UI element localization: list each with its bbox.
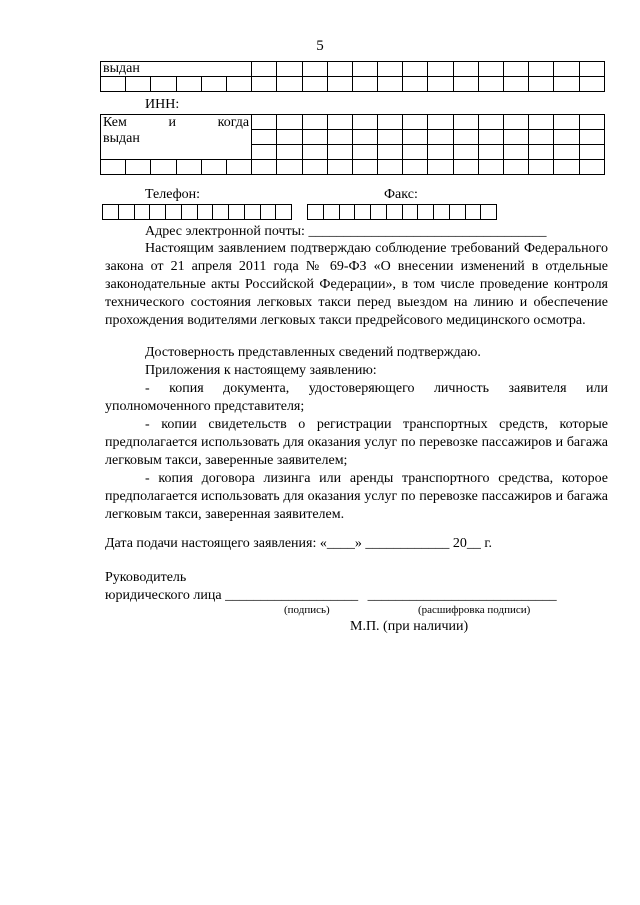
signatory-line [105, 587, 557, 605]
grid-cell[interactable] [579, 115, 604, 130]
grid-cell[interactable] [478, 160, 503, 175]
issued-by-grid [100, 114, 605, 175]
grid-cell[interactable] [277, 145, 302, 160]
grid-cell[interactable] [226, 77, 251, 92]
grid-cell[interactable] [126, 77, 151, 92]
grid-cell[interactable] [176, 160, 201, 175]
grid-cell[interactable] [481, 205, 497, 220]
grid-cell[interactable] [226, 160, 251, 175]
grid-cell[interactable] [529, 145, 554, 160]
grid-cell[interactable] [352, 115, 377, 130]
grid-cell[interactable] [403, 130, 428, 145]
grid-cell[interactable] [352, 62, 377, 77]
grid-cell[interactable] [402, 205, 418, 220]
grid-cell[interactable] [126, 160, 151, 175]
grid-cell[interactable] [403, 145, 428, 160]
grid-cell[interactable] [554, 115, 579, 130]
grid-row [101, 160, 605, 175]
grid-cell[interactable] [181, 205, 197, 220]
grid-cell[interactable] [252, 77, 277, 92]
grid-row [101, 77, 605, 92]
grid-cell[interactable] [504, 77, 529, 92]
grid-cell[interactable] [378, 62, 403, 77]
attachments-title: Приложения к настоящему заявлению: [145, 363, 377, 378]
grid-row [103, 205, 292, 220]
grid-cell[interactable] [260, 205, 276, 220]
grid-cell[interactable] [403, 62, 428, 77]
grid-cell[interactable] [529, 160, 554, 175]
grid-cell[interactable] [355, 205, 371, 220]
grid-cell[interactable] [386, 205, 402, 220]
grid-cell[interactable] [213, 205, 229, 220]
grid-cell[interactable] [418, 205, 434, 220]
grid-cell[interactable] [244, 205, 260, 220]
grid-cell[interactable] [101, 160, 126, 175]
issued-by-label-line1: Кем и когда [103, 115, 250, 130]
grid-cell[interactable] [453, 145, 478, 160]
grid-cell[interactable] [478, 62, 503, 77]
grid-cell[interactable] [579, 62, 604, 77]
grid-cell[interactable] [277, 160, 302, 175]
grid-cell[interactable] [449, 205, 465, 220]
grid-cell[interactable] [166, 205, 182, 220]
signature-caption: (подпись) [284, 604, 330, 616]
grid-cell[interactable] [504, 130, 529, 145]
phone-grid[interactable] [102, 204, 292, 220]
grid-cell[interactable] [579, 77, 604, 92]
email-label: Адрес электронной почты: [145, 224, 305, 239]
grid-cell[interactable] [308, 205, 324, 220]
date-line [105, 535, 492, 553]
grid-cell[interactable] [428, 145, 453, 160]
grid-cell[interactable] [352, 130, 377, 145]
grid-cell[interactable] [323, 205, 339, 220]
grid-cell[interactable] [453, 130, 478, 145]
grid-cell[interactable] [327, 130, 352, 145]
grid-cell[interactable] [378, 145, 403, 160]
grid-row [101, 62, 605, 77]
grid-cell[interactable] [252, 160, 277, 175]
grid-cell[interactable] [339, 205, 355, 220]
grid-cell[interactable] [371, 205, 387, 220]
grid-cell[interactable] [327, 160, 352, 175]
issued-label: выдан [101, 62, 252, 77]
grid-cell[interactable] [465, 205, 481, 220]
grid-row [308, 205, 497, 220]
grid-cell[interactable] [529, 77, 554, 92]
inn-label: ИНН: [145, 97, 180, 112]
grid-cell[interactable] [434, 205, 450, 220]
grid-cell[interactable] [478, 115, 503, 130]
grid-cell[interactable] [579, 160, 604, 175]
attachment-item-1: - копия документа, удостоверяющего личность заявителя или уполномоченного представителя; [105, 381, 608, 414]
grid-cell[interactable] [428, 77, 453, 92]
grid-cell[interactable] [478, 77, 503, 92]
grid-cell[interactable] [201, 160, 226, 175]
issued-grid [100, 61, 605, 92]
grid-cell[interactable] [352, 145, 377, 160]
grid-cell[interactable] [252, 145, 277, 160]
grid-cell[interactable] [453, 115, 478, 130]
grid-cell[interactable] [302, 130, 327, 145]
grid-cell[interactable] [403, 160, 428, 175]
grid-cell[interactable] [277, 62, 302, 77]
grid-cell[interactable] [252, 115, 277, 130]
grid-cell[interactable] [252, 130, 277, 145]
grid-cell[interactable] [378, 77, 403, 92]
grid-cell[interactable] [229, 205, 245, 220]
grid-cell[interactable] [554, 145, 579, 160]
grid-cell[interactable] [378, 160, 403, 175]
grid-cell[interactable] [403, 77, 428, 92]
grid-cell[interactable] [277, 115, 302, 130]
grid-cell[interactable] [378, 115, 403, 130]
grid-cell[interactable] [252, 62, 277, 77]
grid-cell[interactable] [150, 205, 166, 220]
grid-cell[interactable] [453, 62, 478, 77]
grid-cell[interactable] [554, 62, 579, 77]
grid-cell[interactable] [529, 62, 554, 77]
signatory-title-1: Руководитель [105, 570, 187, 585]
phone-label: Телефон: [145, 187, 201, 202]
grid-cell[interactable] [579, 145, 604, 160]
grid-cell[interactable] [327, 145, 352, 160]
date-label: Дата подачи настоящего заявления: [105, 536, 317, 551]
grid-cell[interactable] [352, 160, 377, 175]
grid-cell[interactable] [478, 145, 503, 160]
date-field[interactable]: «____» ____________ 20__ г. [319, 536, 493, 551]
grid-cell[interactable] [151, 160, 176, 175]
signature-decode-caption: (расшифровка подписи) [418, 604, 531, 616]
grid-cell[interactable] [453, 77, 478, 92]
grid-cell[interactable] [197, 205, 213, 220]
issued-by-label-line2: выдан [103, 131, 140, 146]
grid-cell[interactable] [302, 77, 327, 92]
requirements-paragraph: Настоящим заявлением подтверждаю соблюдение требований Федерального закона от 21 апреля 2011 года № 69-ФЗ «О внесении изменений в отдельные законодательные акты Российской Федерации», в том числе проведение контроля технического состояния легковых такси перед выездом на линию и обеспечение прохождения водителями легковых такси предрейсового медицинского осмотра. [105, 241, 608, 328]
grid-cell[interactable] [529, 130, 554, 145]
grid-cell[interactable] [302, 115, 327, 130]
page-number: 5 [316, 38, 324, 54]
signatory-title-2: юридического лица [105, 588, 222, 603]
grid-cell[interactable] [554, 130, 579, 145]
grid-cell[interactable] [529, 115, 554, 130]
grid-cell[interactable] [277, 77, 302, 92]
issued-by-label [101, 115, 252, 160]
grid-cell[interactable] [302, 145, 327, 160]
stamp-note: М.П. (при наличии) [350, 619, 469, 634]
grid-cell[interactable] [428, 115, 453, 130]
grid-cell[interactable] [101, 77, 126, 92]
fax-grid[interactable] [307, 204, 497, 220]
grid-cell[interactable] [134, 205, 150, 220]
grid-cell[interactable] [378, 130, 403, 145]
grid-cell[interactable] [327, 62, 352, 77]
grid-cell[interactable] [554, 160, 579, 175]
grid-cell[interactable] [176, 77, 201, 92]
grid-cell[interactable] [579, 130, 604, 145]
signature-decode-field[interactable]: ___________________________ [367, 588, 557, 603]
grid-cell[interactable] [302, 62, 327, 77]
grid-cell[interactable] [504, 160, 529, 175]
grid-cell[interactable] [327, 115, 352, 130]
email-line [145, 223, 546, 241]
fax-label: Факс: [384, 187, 418, 202]
grid-cell[interactable] [277, 130, 302, 145]
attachment-item-2: - копии свидетельств о регистрации транспортных средств, которые предполагается использовать для оказания услуг по перевозке пассажиров и багажа легковым такси, заверенные заявителем; [105, 417, 608, 468]
grid-cell[interactable] [302, 160, 327, 175]
email-field[interactable]: __________________________________ [308, 224, 547, 239]
grid-cell[interactable] [504, 115, 529, 130]
grid-cell[interactable] [428, 62, 453, 77]
grid-cell[interactable] [201, 77, 226, 92]
attachment-item-3: - копия договора лизинга или аренды транспортного средства, которое предполагается использовать для оказания услуг по перевозке пассажиров и багажа легковым такси, заверенная заявителем. [105, 471, 608, 522]
grid-cell[interactable] [118, 205, 134, 220]
grid-cell[interactable] [276, 205, 292, 220]
grid-cell[interactable] [103, 205, 119, 220]
grid-cell[interactable] [453, 160, 478, 175]
grid-cell[interactable] [504, 62, 529, 77]
grid-cell[interactable] [352, 77, 377, 92]
signature-field[interactable]: ___________________ [225, 588, 359, 603]
grid-cell[interactable] [554, 77, 579, 92]
grid-cell[interactable] [478, 130, 503, 145]
grid-cell[interactable] [504, 145, 529, 160]
grid-row [101, 115, 605, 130]
grid-cell[interactable] [403, 115, 428, 130]
grid-cell[interactable] [327, 77, 352, 92]
grid-cell[interactable] [428, 130, 453, 145]
accuracy-paragraph: Достоверность представленных сведений подтверждаю. [145, 345, 481, 360]
grid-cell[interactable] [428, 160, 453, 175]
grid-cell[interactable] [151, 77, 176, 92]
